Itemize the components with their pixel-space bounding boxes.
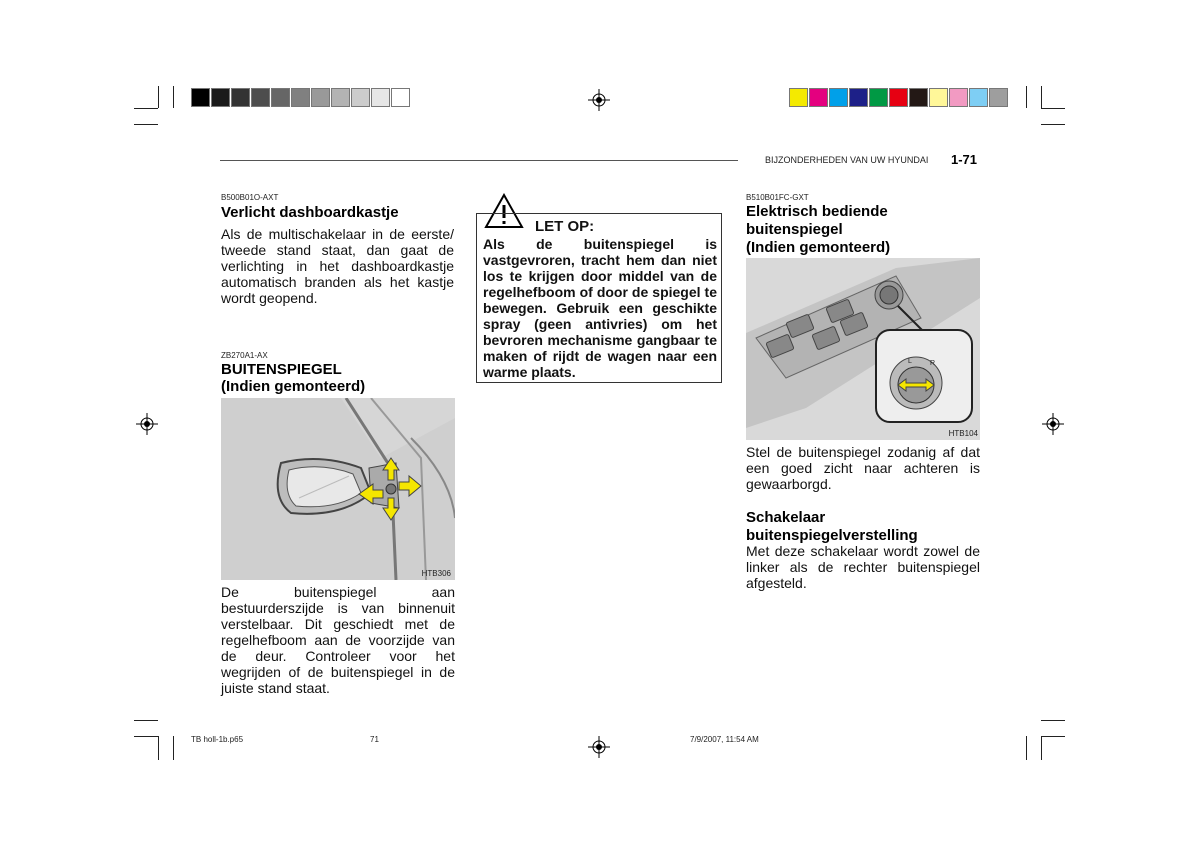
header-rule [220, 160, 738, 161]
color-swatch [331, 88, 350, 107]
crop-mark [1041, 736, 1065, 737]
mirror-switch-illustration [746, 258, 980, 440]
color-swatch [809, 88, 828, 107]
figure-caption: HTB306 [421, 569, 451, 578]
color-swatch [829, 88, 848, 107]
crop-mark [1041, 720, 1065, 721]
section-title: Verlicht dashboardkastje [221, 204, 399, 221]
color-swatch [251, 88, 270, 107]
crop-mark [1026, 86, 1027, 108]
crop-mark [158, 86, 159, 108]
footer-filename: TB holl-1b.p65 [191, 735, 244, 744]
registration-mark-icon [588, 736, 610, 758]
warning-title: LET OP: [535, 218, 595, 235]
color-swatch [391, 88, 410, 107]
crop-mark [134, 736, 158, 737]
crop-mark [158, 736, 159, 760]
crop-mark [134, 108, 158, 109]
switch-label-r: R [930, 360, 936, 367]
section-code: B500B01O-AXT [221, 193, 279, 202]
color-swatch [869, 88, 888, 107]
crop-mark [173, 736, 174, 760]
crop-mark [1041, 108, 1065, 109]
crop-mark [134, 124, 158, 125]
section-title: Elektrisch bediende [746, 203, 888, 220]
color-swatch [949, 88, 968, 107]
crop-mark [1041, 124, 1065, 125]
warning-body: Als de buitenspiegel is vastgevroren, tracht hem dan niet los te krijgen door middel van de regelhefboom of door de spiegel te bewegen. Gebruik een geschikte spray (geen antivries) om het bevroren mechanisme gangbaar te maken of rijdt de wagen naar een warme plaats. [483, 236, 717, 380]
color-swatch [969, 88, 988, 107]
color-swatch [231, 88, 250, 107]
registration-mark-icon [588, 89, 610, 111]
figure-caption: HTB104 [948, 429, 978, 438]
color-swatch [371, 88, 390, 107]
section-code: B510B01FC-GXT [746, 193, 809, 202]
color-swatch [789, 88, 808, 107]
crop-mark [1041, 86, 1042, 108]
color-swatch [291, 88, 310, 107]
crop-mark [1026, 736, 1027, 760]
color-swatch [351, 88, 370, 107]
page-number: 1-71 [951, 152, 978, 167]
footer-page: 71 [370, 735, 379, 744]
section-body: De buitenspiegel aan bestuurderszijde is van binnenuit verstelbaar. Dit geschiedt met de regelhefboom aan de voorzijde van de deur. Controleer voor het wegrijden of de buitenspiegel in de juiste stand staat. [221, 584, 455, 696]
registration-mark-icon [136, 413, 158, 435]
section-code: ZB270A1-AX [221, 351, 268, 360]
header-section-title: BIJZONDERHEDEN VAN UW HYUNDAI [765, 155, 929, 165]
crop-mark [173, 86, 174, 108]
warning-box [476, 213, 722, 383]
section-title: buitenspiegel [746, 221, 843, 238]
door-mirror-illustration [221, 398, 455, 580]
crop-mark [1041, 736, 1042, 760]
color-swatch [929, 88, 948, 107]
color-swatch [191, 88, 210, 107]
footer-datetime: 7/9/2007, 11:54 AM [690, 735, 759, 744]
section-title: BUITENSPIEGEL [221, 361, 342, 378]
registration-mark-icon [1042, 413, 1064, 435]
color-swatch [311, 88, 330, 107]
section-body: Met deze schakelaar wordt zowel de linker als de rechter buitenspiegel afgesteld. [746, 543, 980, 591]
color-swatch [989, 88, 1008, 107]
section-subtitle: (Indien gemonteerd) [746, 239, 891, 256]
color-swatch [211, 88, 230, 107]
color-swatch [849, 88, 868, 107]
section-subtitle: (Indien gemonteerd) [221, 378, 366, 395]
crop-mark [134, 720, 158, 721]
color-swatch [271, 88, 290, 107]
section-body: Als de multischakelaar in de eerste/ tweede stand staat, dan gaat de verlichting in het dashboardkastje automatisch branden als het kastje wordt geopend. [221, 226, 454, 306]
section-body: Stel de buitenspiegel zodanig af dat een goed zicht naar achteren is gewaarborgd. [746, 444, 980, 492]
switch-label-l: L [908, 358, 912, 365]
section-title: buitenspiegelverstelling [746, 527, 918, 544]
section-title: Schakelaar [746, 509, 826, 526]
color-swatch [889, 88, 908, 107]
color-swatch [909, 88, 928, 107]
